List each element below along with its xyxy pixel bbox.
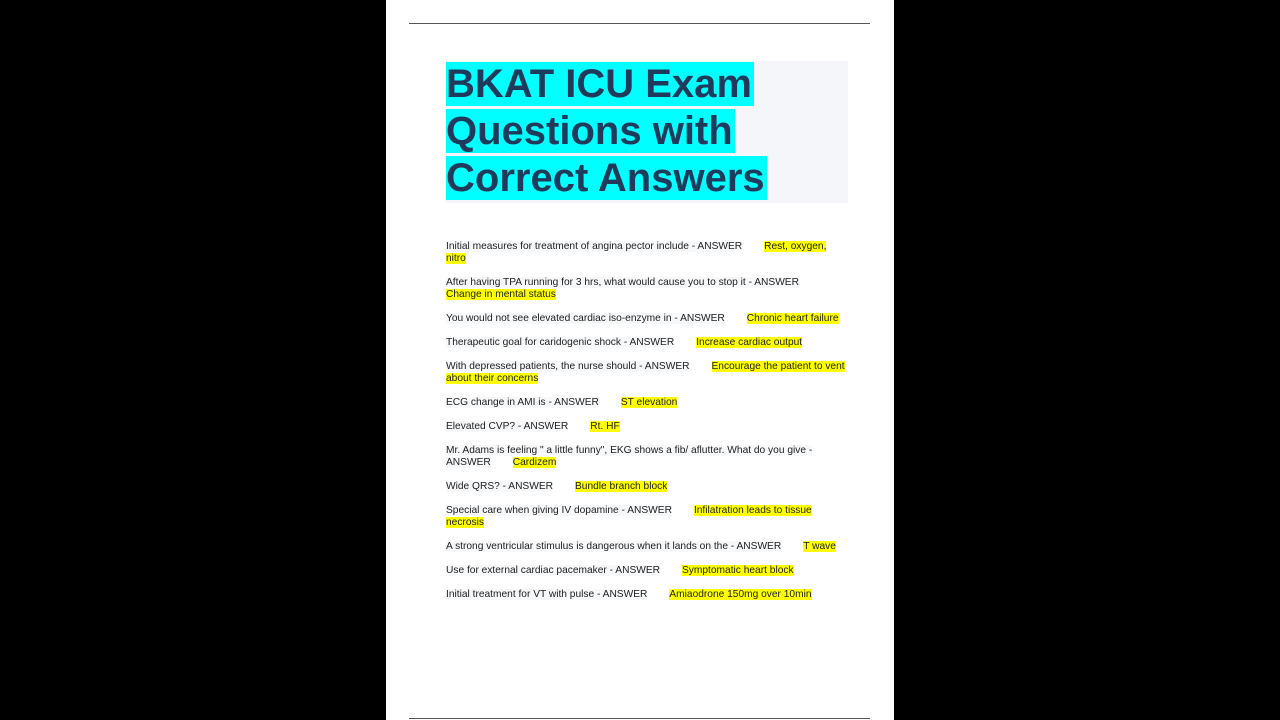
answer-text: Cardizem [512,457,557,468]
question-text: You would not see elevated cardiac iso-enzyme in - ANSWER [446,313,725,324]
qa-item-13 [446,589,848,601]
qa-item-9 [446,481,848,493]
qa-item-2 [446,277,848,301]
qa-item-6 [446,397,848,409]
qa-item-10 [446,505,848,529]
answer-text: Infilatration leads to tissue necrosis [446,505,812,528]
question-text: Elevated CVP? - ANSWER [446,421,569,432]
bottom-rule [409,718,870,719]
qa-item-7 [446,421,848,433]
question-text: A strong ventricular stimulus is dangerous when it lands on the - ANSWER [446,541,782,552]
title-line-3: Correct Answers [446,156,765,200]
title-line-2: Questions with [446,109,733,153]
answer-text: Symptomatic heart block [682,565,794,576]
title-line-1: BKAT ICU Exam [446,62,752,106]
qa-item-8 [446,445,848,469]
qa-item-12 [446,565,848,577]
answer-text: Chronic heart failure [746,313,839,324]
qa-item-11 [446,541,848,553]
answer-text: Amiaodrone 150mg over 10min [669,589,812,600]
question-text: Initial measures for treatment of angina pector include - ANSWER [446,241,743,252]
question-text: ECG change in AMI is - ANSWER [446,397,599,408]
qa-list [446,241,848,601]
question-text: Initial treatment for VT with pulse - ANSWER [446,589,648,600]
question-text: Special care when giving IV dopamine - ANSWER [446,505,672,516]
question-text: Mr. Adams is feeling " a little funny", EKG shows a fib/ aflutter. What do you give - ANSWER [446,445,813,468]
answer-text: T wave [803,541,836,552]
answer-text: Rt. HF [590,421,620,432]
top-rule [409,23,870,24]
qa-item-3 [446,313,848,325]
answer-text: Bundle branch block [575,481,668,492]
answer-text: Change in mental status [446,289,556,300]
question-text: After having TPA running for 3 hrs, what would cause you to stop it - ANSWER [446,277,799,288]
question-text: Therapeutic goal for caridogenic shock - ANSWER [446,337,675,348]
document-page [386,0,894,720]
qa-item-5 [446,361,848,385]
question-text: Wide QRS? - ANSWER [446,481,553,492]
answer-text: Rest, oxygen, nitro [446,241,827,264]
document-title [446,61,848,202]
qa-item-1 [446,241,848,265]
title-block [446,61,848,203]
answer-text: Encourage the patient to vent about their concerns [446,361,845,384]
question-text: Use for external cardiac pacemaker - ANSWER [446,565,661,576]
qa-item-4 [446,337,848,349]
question-text: With depressed patients, the nurse should - ANSWER [446,361,690,372]
answer-text: Increase cardiac output [696,337,803,348]
answer-text: ST elevation [620,397,678,408]
